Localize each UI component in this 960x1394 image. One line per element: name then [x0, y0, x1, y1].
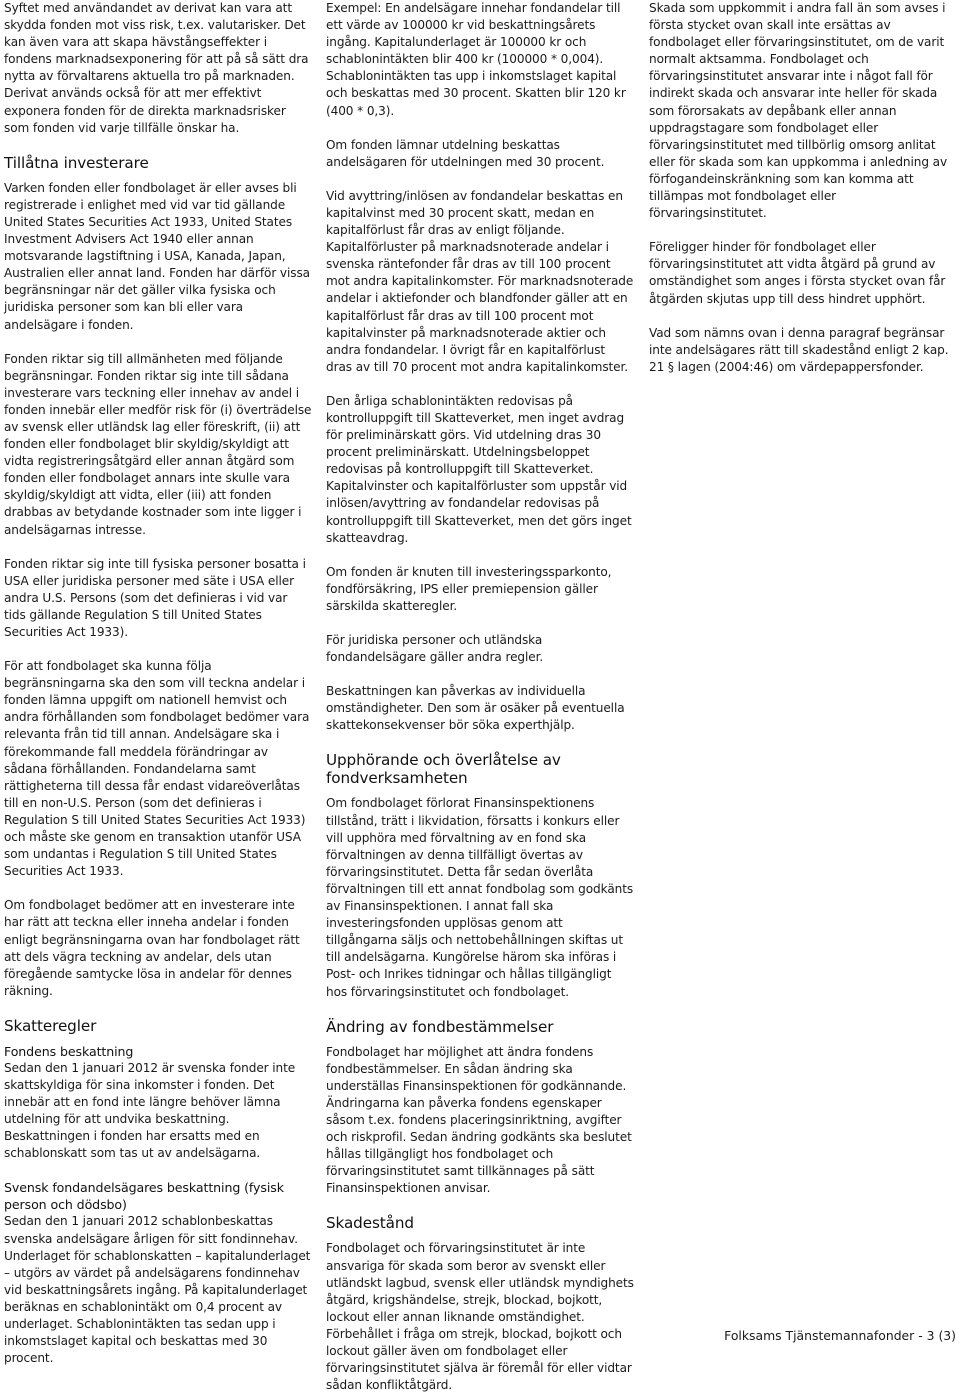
holder-taxation-paragraph: Sedan den 1 januari 2012 schablonbeskattas svenska andelsägare årligen för sitt fondinnehav. Underlaget för schablonskatten – kapitalunderlaget – utgörs av värdet på andelsägarens fondinnehav vid beskattningsårets ingång. På kapitalunderlaget beräknas en schablonintäkt om 0,4 procent av underlaget. Schablonintäkten tas sedan upp i inkomstslaget kapital och beskattas med 30 procent. — [4, 1214, 311, 1366]
fund-taxation-paragraph: Sedan den 1 januari 2012 är svenska fonder inte skattskyldiga för sina inkomster i fonden. Det innebär att en fond inte längre behöver lämna utdelning för att undvika beskattning. Beskattningen i fonden har ersatts med en schablonskatt som tas ut av andelsägarna. — [4, 1060, 296, 1161]
column-2 — [326, 0, 634, 1394]
damages-paragraph: Fondbolaget och förvaringsinstitutet är inte ansvariga för skada som beror av svenskt eller utländskt lagbud, svensk eller utländsk myndighets åtgärd, krigshändelse, strejk, blockad, bojkott, lockout eller annan liknande omständighet. Förbehållet i fråga om strejk, blockad, bojkott och lockout gäller även om fondbolaget eller förvaringsinstitutet själva är föremål för eller vidtar sådan konfliktåtgärd. — [326, 1241, 634, 1393]
heading-termination: Upphörande och överlåtelse av fondverksamheten — [326, 751, 561, 788]
heading-rule-changes: Ändring av fondbestämmelser — [326, 1017, 554, 1036]
rule-changes-paragraph: Fondbolaget har möjlighet att ändra fondens fondbestämmelser. En sådan ändring ska underställas Finansinspektionen för godkännande. Ändringarna kan påverka fondens egenskaper såsom t.ex. fondens placeringsinriktning, avgifter och riskprofil. Sedan ändring godkänts ska beslutet hållas tillgängligt hos fondbolaget och förvaringsinstitutet samt tillkännages på sätt Finansinspektionen anvisar. — [326, 1044, 632, 1196]
legal-persons-paragraph: För juridiska personer och utländska fondandelsägare gäller andra regler. — [326, 633, 544, 665]
reporting-paragraph: Den årliga schablonintäkten redovisas på kontrolluppgift till Skatteverket, men inget avdrag för preliminärskatt görs. Vid utdelning dras 30 procent preliminärskatt. Utdelningsbeloppet redovisas på kontrolluppgift till Skatteverket. Kapitalvinster och kapitalförluster som uppstår vid inlösen/avyttring av fondandelar redovisas på kontrolluppgift till Skatteverket, men det görs inget skatteavdrag. — [326, 393, 632, 545]
tax-example-paragraph: Exempel: En andelsägare innehar fondandelar till ett värde av 100000 kr vid beskattningsårets ingång. Kapitalunderlaget är 100000 kr och schablonintäkten blir 400 kr (100000 * 0,004). Schablonintäkten tas upp i inkomstslaget kapital och beskattas med 30 procent. Skatten blir 120 kr (400 * 0,3). — [326, 1, 626, 118]
heading-damages: Skadestånd — [326, 1214, 414, 1233]
derivatives-paragraph: Syftet med användandet av derivat kan vara att skydda fonden mot viss risk, t.ex. valutarisker. Det kan även vara att skapa hävstångseffekter i fondens marknadsexponering för att på så sätt dra nytta av förvaltarens aktuella tro på marknaden. Derivat används också för att mer effektivt exponera fonden för de direkta marknadsrisker som fonden vid varje tillfälle önskar ha. — [4, 1, 309, 135]
column-1 — [4, 0, 312, 1367]
dividend-paragraph: Om fonden lämnar utdelning beskattas andelsägaren för utdelningen med 30 procent. — [326, 137, 605, 169]
obstacle-paragraph: Föreligger hinder för fondbolaget eller förvaringsinstitutet att vidta åtgärd på grund av omständighet som anges i första stycket ovan får åtgärden skjutas upp till dess hindret upphört. — [649, 240, 946, 306]
heading-holder-taxation: Svensk fondandelsägares beskattning (fysisk person och dödsbo) — [4, 1180, 284, 1213]
page-footer: Folksams Tjänstemannafonder - 3 (3) — [724, 1328, 956, 1343]
heading-tax-rules: Skatteregler — [4, 1016, 97, 1035]
liability-paragraph: Skada som uppkommit i andra fall än som avses i första stycket ovan skall inte ersättas av fondbolaget eller förvaringsinstitutet, om de varit normalt aktsamma. Fondbolaget och förvaringsinstitutet ansvarar inte i något fall för indirekt skada och ansvarar inte heller för skada som förorsakats av depåbank eller annan uppdragstagare som fondbolaget eller förvaringsinstitutet med tillbörlig omsorg anlitat eller för skada som kan uppkomma i anledning av förfogandeinskränkning som kan komma att tillämpas mot fondbolaget eller förvaringsinstitutet. — [649, 1, 948, 221]
column-3 — [649, 0, 953, 393]
special-accounts-paragraph: Om fonden är knuten till investeringssparkonto, fondförsäkring, IPS eller premiepension gäller särskilda skatteregler. — [326, 564, 612, 613]
heading-fund-taxation: Fondens beskattning — [4, 1043, 134, 1059]
restrictions-paragraph: Fonden riktar sig till allmänheten med följande begränsningar. Fonden riktar sig inte till sådana investerare vars teckning eller innehav av andel i fonden innebär eller medför risk för (i) överträdelse av svensk eller utländsk lag eller föreskrift, (ii) att fonden eller fondbolaget blir skyldig/skyldigt att vidta registreringsåtgärd eller annan åtgärd som fonden eller fondbolaget annars inte skulle vara skyldig/skyldigt att vidta, eller (iii) att fonden drabbas av betydande kostnader som inte ligger i andelsägarnas intresse. — [4, 351, 312, 537]
heading-allowed-investors: Tillåtna investerare — [4, 153, 149, 172]
residence-info-paragraph: För att fondbolaget ska kunna följa begränsningarna ska den som vill teckna andelar i fonden lämna uppgift om nationell hemvist och andra förhållanden som fondbolaget bedömer vara relevanta från tid till annan. Andelsägare ska i förekommande fall meddela förändringar av sådana förhållanden. Fondandelarna samt rättigheterna till dessa får endast vidareöverlåtas till en non-U.S. Person (som det definieras i Regulation S till United States Securities Act 1933) och måste ske genom en transaktion utanför USA som undantas i Regulation S till United States Securities Act 1933. — [4, 659, 310, 879]
expert-help-paragraph: Beskattningen kan påverkas av individuella omständigheter. Den som är osäker på eventuella skattekonsekvenser bör söka experthjälp. — [326, 684, 625, 733]
damages-limit-paragraph: Vad som nämns ovan i denna paragraf begränsar inte andelsägares rätt till skadestånd enligt 2 kap. 21 § lagen (2004:46) om värdepappersfonder. — [649, 325, 949, 374]
us-persons-paragraph: Fonden riktar sig inte till fysiska personer bosatta i USA eller juridiska personer med säte i USA eller andra U.S. Persons (som det definieras i vid var tids gällande Regulation S till United States Securities Act 1933). — [4, 556, 306, 639]
refusal-paragraph: Om fondbolaget bedömer att en investerare inte har rätt att teckna eller inneha andelar i fonden enligt begränsningarna ovan har fondbolaget rätt att dels vägra teckning av andelar, dels utan föregående samtycke lösa in andelar för dennes räkning. — [4, 898, 300, 998]
capital-gains-paragraph: Vid avyttring/inlösen av fondandelar beskattas en kapitalvinst med 30 procent skatt, medan en kapitalförlust får dras av enligt följande. Kapitalförluster på marknadsnoterade andelar i svenska räntefonder får dras av till 100 procent mot andra kapitalinkomster. För marknadsnoterade andelar i aktiefonder och blandfonder gäller att en kapitalförlust får dras av till 100 procent mot kapitalvinster på marknadsnoterade aktier och andra fondandelar. I övrigt får en kapitalförlust dras av till 70 procent mot andra kapitalinkomster. — [326, 188, 634, 374]
registration-paragraph: Varken fonden eller fondbolaget är eller avses bli registrerade i enlighet med vid var tid gällande United States Securities Act 1933, United States Investment Advisers Act 1940 eller annan motsvarande lagstiftning i USA, Kanada, Japan, Australien eller annat land. Fonden har därför vissa begränsningar när det gäller vilka fysiska och juridiska personer som kan bli eller vara andelsägare i fonden. — [4, 180, 310, 332]
termination-paragraph: Om fondbolaget förlorat Finansinspektionens tillstånd, trätt i likvidation, försatts i konkurs eller vill upphöra med förvaltning av en fond ska förvaltningen av denna tillfälligt övertas av förvaringsinstitutet. Detta får sedan överlåta förvaltningen till ett annat fondbolag som godkänts av Finansinspektionen. I annat fall ska investeringsfonden upplösas genom att tillgångarna säljs och nettobehållningen skiftas ut till andelsägarna. Kungörelse härom ska införas i Post- och Inrikes tidningar och hållas tillgängligt hos förvaringsinstitutet och fondbolaget. — [326, 796, 634, 999]
